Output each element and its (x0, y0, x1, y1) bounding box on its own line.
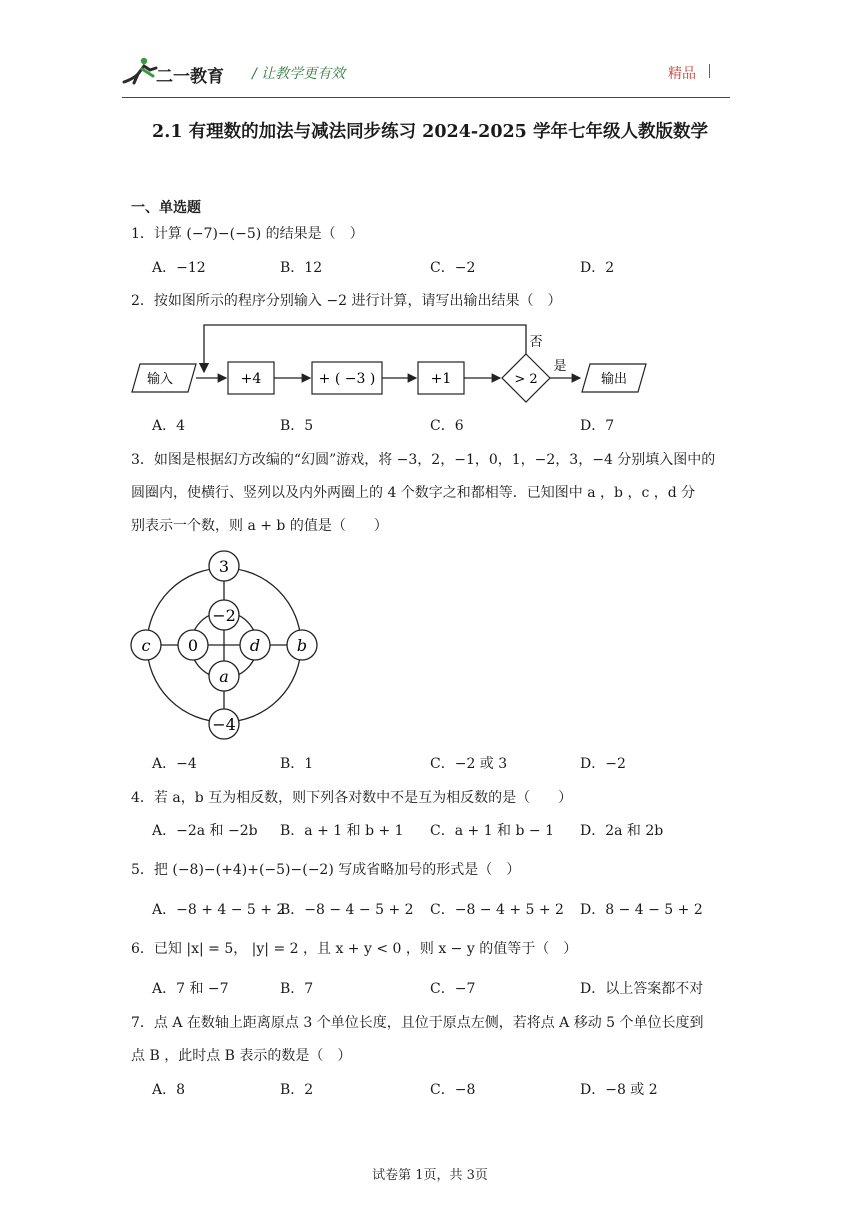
q1-option-b[interactable]: B．12 (280, 260, 323, 276)
node-inner-bottom-label: a (219, 667, 229, 686)
q1-option-d[interactable]: D．2 (580, 260, 615, 276)
program-flowchart (128, 320, 658, 410)
q7-option-c[interactable]: C．−8 (430, 1082, 476, 1098)
q5-option-c[interactable]: C．−8 − 4 + 5 + 2 (430, 902, 564, 918)
q4-option-c[interactable]: C．a + 1 和 b − 1 (430, 823, 554, 839)
question-3-line-1: 3．如图是根据幻方改编的“幻圆”游戏，将 −3，2，−1，0，1，−2，3，−4 分别填入图中的 (131, 452, 716, 468)
header-divider (709, 64, 710, 78)
magic-circle-diagram (126, 548, 322, 744)
node-right-label: b (296, 636, 308, 655)
node-left-label: c (141, 636, 151, 655)
q2-option-b[interactable]: B．5 (280, 418, 314, 434)
page-footer: 试卷第 1页，共 3页 (372, 1168, 488, 1183)
q7-option-b[interactable]: B．2 (280, 1082, 314, 1098)
q5-option-a[interactable]: A．−8 + 4 − 5 + 2 (152, 902, 286, 918)
q3-option-c[interactable]: C．−2 或 3 (430, 756, 508, 772)
q6-option-b[interactable]: B．7 (280, 981, 314, 997)
node-inner-right-label: d (249, 636, 261, 655)
header-rule (122, 97, 730, 98)
question-1-text: 1．计算 (−7)−(−5) 的结果是（ ） (131, 226, 364, 242)
step-plus4-label: +4 (240, 371, 262, 387)
q4-option-d[interactable]: D．2a 和 2b (580, 823, 664, 839)
node-left (131, 630, 161, 660)
q7-option-a[interactable]: A．8 (152, 1082, 186, 1098)
input-label: 输入 (146, 372, 174, 387)
q1-option-c[interactable]: C．−2 (430, 260, 476, 276)
node-inner-right (240, 630, 270, 660)
node-inner-left (178, 630, 208, 660)
step-plus1-label: +1 (430, 371, 452, 387)
q3-option-b[interactable]: B．1 (280, 756, 314, 772)
q6-option-c[interactable]: C．−7 (430, 981, 476, 997)
node-inner-top (209, 600, 239, 630)
q6-option-a[interactable]: A．7 和 −7 (152, 981, 229, 997)
question-7-line-2: 点 B ，此时点 B 表示的数是（ ） (131, 1048, 352, 1064)
q4-option-a[interactable]: A．−2a 和 −2b (152, 823, 258, 839)
condition-label: > 2 (514, 372, 538, 387)
step-plus-neg3-label: + ( −3 ) (318, 371, 376, 387)
q5-option-d[interactable]: D．8 − 4 − 5 + 2 (580, 902, 703, 918)
question-4-text: 4．若 a，b 互为相反数，则下列各对数中不是互为相反数的是（ ） (131, 790, 573, 806)
brand-logo (120, 56, 230, 86)
question-3-line-3: 别表示一个数，则 a + b 的值是（ ） (131, 518, 388, 534)
node-inner-bottom (209, 661, 239, 691)
node-bottom (209, 709, 239, 739)
q1-option-a[interactable]: A．−12 (152, 260, 206, 276)
q3-option-d[interactable]: D．−2 (580, 756, 626, 772)
section-title: 一、单选题 (131, 200, 201, 216)
runner-logo-icon (120, 56, 160, 86)
no-label: 否 (529, 335, 543, 350)
q7-option-d[interactable]: D．−8 或 2 (580, 1082, 658, 1098)
node-inner-top-label: −2 (212, 606, 236, 625)
node-inner-left-label: 0 (187, 636, 199, 655)
brand-tag: 精品 (668, 66, 696, 82)
q5-option-b[interactable]: B．−8 − 4 − 5 + 2 (280, 902, 414, 918)
node-top (209, 551, 239, 581)
q2-option-c[interactable]: C．6 (430, 418, 464, 434)
q4-option-b[interactable]: B．a + 1 和 b + 1 (280, 823, 404, 839)
question-6-text: 6．已知 |x| = 5， |y| = 2 ，且 x + y < 0 ，则 x − y 的值等于（ ） (131, 941, 578, 957)
question-2-text: 2．按如图所示的程序分别输入 −2 进行计算，请写出输出结果（ ） (131, 293, 562, 309)
question-3-line-2: 圆圈内，使横行、竖列以及内外两圈上的 4 个数字之和都相等．已知图中 a ，b ，c ，d 分 (131, 485, 696, 501)
slogan: / 让教学更有效 (252, 66, 346, 82)
question-7-line-1: 7．点 A 在数轴上距离原点 3 个单位长度，且位于原点左侧，若将点 A 移动 5 个单位长度到 (131, 1015, 704, 1031)
logo-text: 二一教育 (156, 67, 224, 87)
node-right (287, 630, 317, 660)
q2-option-a[interactable]: A．4 (152, 418, 186, 434)
q6-option-d[interactable]: D．以上答案都不对 (580, 981, 704, 997)
node-top-label: 3 (218, 557, 230, 576)
page-title: 2.1 有理数的加法与减法同步练习 2024-2025 学年七年级人教版数学 (152, 122, 708, 142)
node-bottom-label: −4 (212, 715, 236, 734)
output-label: 输出 (600, 372, 628, 387)
yes-label: 是 (553, 359, 567, 374)
q3-option-a[interactable]: A．−4 (152, 756, 197, 772)
question-5-text: 5．把 (−8)−(+4)+(−5)−(−2) 写成省略加号的形式是（ ） (131, 862, 521, 878)
q2-option-d[interactable]: D．7 (580, 418, 615, 434)
